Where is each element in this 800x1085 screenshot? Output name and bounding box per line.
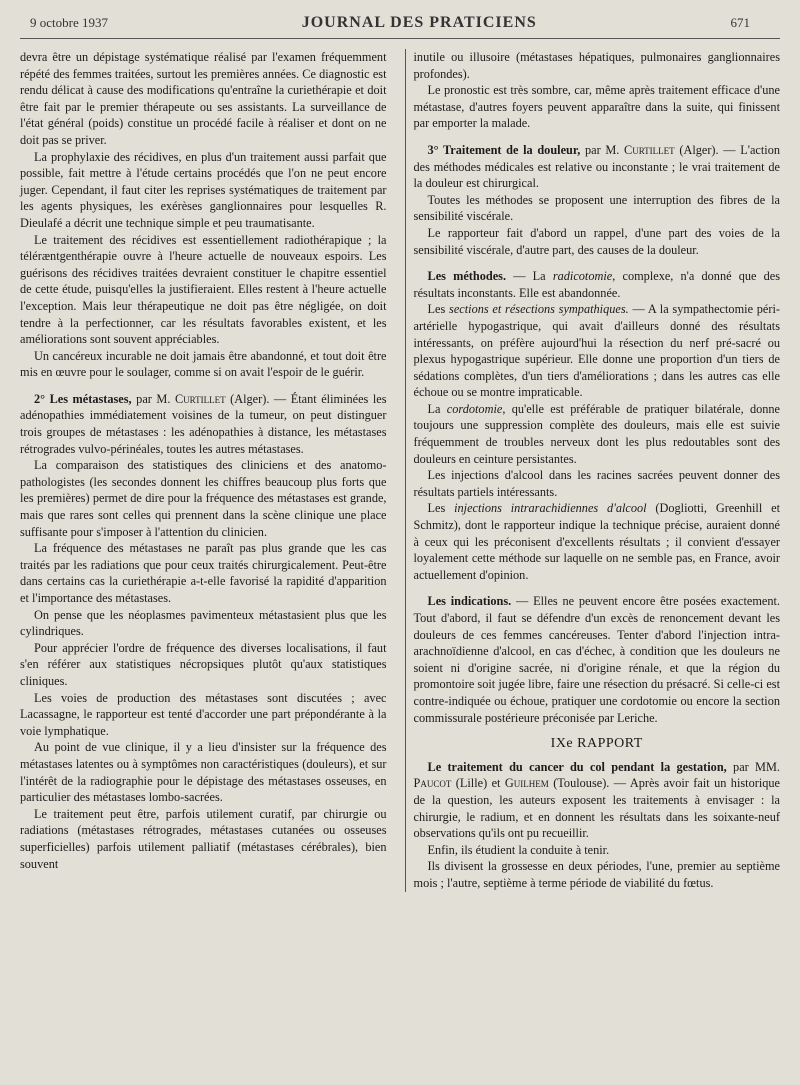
article-columns bbox=[20, 49, 780, 892]
text-fragment: La bbox=[427, 401, 441, 416]
italic-term: injections intrarachidiennes d'alcool bbox=[454, 501, 647, 516]
rapport-title: Le traitement du cancer du col pendant la gestation, bbox=[427, 759, 727, 774]
paragraph bbox=[414, 301, 781, 401]
text-fragment: Les bbox=[427, 501, 446, 516]
paragraph: Toutes les méthodes se proposent une interruption des fibres de la sensibilité viscérale. bbox=[413, 192, 780, 224]
paragraph: Le pronostic est très sombre, car, même après traitement efficace d'une métastase, d'autres foyers peuvent apparaître dans la suite, qui finissent par emporter la malade. bbox=[413, 83, 780, 131]
byline-prefix: par MM. bbox=[733, 759, 780, 774]
paragraph bbox=[414, 500, 781, 583]
subsection-methodes bbox=[414, 268, 781, 301]
paragraph: La comparaison des statistiques des cliniciens et des anatomo-pathologistes (les secondes donnent les chiffres beaucoup plus forts que les premières) permet de dire pour la fréquence des métastases est grande, mais que rares sont celles qui prennent dans la scène clinique une place suffisante pour s'imposer à l'attention du clinicien. bbox=[20, 458, 387, 539]
text-fragment: , qu'elle est préférable de pratiquer bilatérale, donne toujours une suppression complète des douleurs, mais elle est suivie fréquemment de troubles nerveux dont les plus redoutables sont des douleurs en ceinture persistantes. bbox=[413, 401, 781, 466]
paragraph: La fréquence des métastases ne paraît pas plus grande que les cas traités par les radiations que pour ceux traités chirurgicalement. Peut-être dans certains cas la curiethérapie a-t-elle favorisé la rapidité d'apparition et l'importance des métastases. bbox=[20, 541, 387, 605]
section-metastases bbox=[20, 391, 387, 457]
italic-term: radicotomie bbox=[552, 269, 613, 284]
paragraph: Ils divisent la grossesse en deux périodes, l'une, premier au septième mois ; l'autre, septième à terme période de viabilité du fœtus. bbox=[413, 859, 780, 890]
rapport-intro bbox=[414, 759, 781, 842]
subsection-title: Les indications. bbox=[427, 594, 512, 609]
text-fragment: , complexe, n'a donné que des résultats inconstants. Elle est abandonnée. bbox=[413, 269, 781, 300]
author-place: (Alger). — bbox=[679, 142, 736, 157]
author-place: (Toulouse). bbox=[553, 776, 610, 791]
author-name: Curtillet bbox=[624, 142, 675, 157]
paragraph: Un cancéreux incurable ne doit jamais être abandonné, et tout doit être mis en œuvre pour le soulager, comme si on avait l'espoir de le guérir. bbox=[20, 348, 387, 380]
paragraph: devra être un dépistage systématique réalisé par l'examen fréquemment répété des femmes traitées, surtout les premières années. Ce diagnostic est rendu délicat à cause des modifications qu'entraîne la curiethérapie et doit être fait par le premier thérapeute ou ses assistants. La surveillance de l'état général (poids) constitue un procédé facile à réaliser et dont on ne doit pas se priver. bbox=[20, 50, 387, 147]
journal-title: JOURNAL DES PRATICIENS bbox=[301, 14, 537, 31]
paragraph: Au point de vue clinique, il y a lieu d'insister sur la fréquence des métastases latentes ou à symptômes non caractéristiques (douleurs), et sur l'intérêt de la radiographie pour le dépistage des métastases osseuses, en particulier des métastases lombo-sacrées. bbox=[20, 740, 387, 805]
text-fragment: Les bbox=[427, 302, 446, 317]
author-place: (Alger). — bbox=[230, 391, 287, 406]
paragraph: Enfin, ils étudient la conduite à tenir. bbox=[427, 842, 610, 857]
author-place: (Lille) et bbox=[455, 776, 501, 791]
byline-prefix: par M. bbox=[584, 142, 620, 157]
section-title: 2° Les métastases, bbox=[34, 391, 132, 406]
italic-term: sections et résections sympathiques. bbox=[449, 302, 629, 317]
section-text: Étant éliminées les adénopathies immédiatement voisines de la tumeur, on peut distinguer trois groupes de métastases : les adénopathies à distance, les métastases rétrogrades vulvo-périnéales, toutes les autres métastases. bbox=[20, 391, 387, 456]
paragraph: On pense que les néoplasmes pavimenteux métastasient plus que les cylindriques. bbox=[20, 607, 387, 639]
paragraph: Pour apprécier l'ordre de fréquence des diverses localisations, il faut s'en référer aux statistiques nécropsiques plutôt qu'aux statistiques cliniques. bbox=[20, 640, 387, 688]
text-fragment: — A la sympathectomie péri-artérielle hypogastrique, qui avait d'ailleurs donné des résultats intéressants, on préfère aujourd'hui la résection du nerf pré-sacré ou plexus hypogastrique supérieur. Elle donne une proportion d'un tiers de sédations complètes, d'un tiers d'améliorations ; dans les autres cas elle échoue ou se montre impraticable. bbox=[413, 302, 780, 400]
author-name: Curtillet bbox=[174, 391, 226, 406]
author-name: Paucot bbox=[413, 776, 452, 791]
paragraph: La prophylaxie des récidives, en plus d'un traitement aussi parfait que possible, fait mettre à l'étude certains procédés que l'on ne peut encore juger. Cependant, il faut citer les reprises systématiques de traitement par les agents physiques, les exérèses ganglionnaires pour lesquelles R. Dieulafé a décrit une technique simple et peu traumatisante. bbox=[20, 149, 387, 230]
right-column bbox=[405, 49, 781, 892]
text-fragment: (Dogliotti, Greenhill et Schmitz), dont le rapporteur indique la technique précise, auraient donné à ceux qui les préconisent d'excellents résultats ; il convient d'essayer loyalement cette méthode sur laquelle on ne semble pas, en France, avoir actuellement d'opinion. bbox=[413, 501, 780, 582]
section-title: 3° Traitement de la douleur, bbox=[427, 142, 581, 157]
rapport-heading: IXe RAPPORT bbox=[550, 736, 643, 752]
text-fragment: — Après avoir fait un historique de la question, les auteurs exposent les traitements à envisager : la chirurgie, le radium, et en donnent les résultats dans les soixante-neuf observations qu'ils ont pu recueillir. bbox=[413, 776, 780, 841]
paragraph: Le traitement des récidives est essentiellement radiothérapique ; la téléræntgenthérapie ouvre à l'heure actuelle de nouveaux espoirs. Les guérisons des récidives traitées devraient constituer le chapitre essentiel de cette étude, puisqu'elles la justifieraient. Elles restent à l'heure actuelle l'exception. Mais leur thérapeutique ne doit pas être négligée, on doit tendre à la perfectionner, car les résultats favorables existent, et les améliorations sont souvent appréciables. bbox=[20, 232, 387, 347]
section-text: L'action des méthodes médicales est relative ou inconstante ; le vrai traitement de la douleur est chirurgical. bbox=[413, 142, 781, 191]
header-date: 9 octobre 1937 bbox=[30, 15, 108, 30]
text-fragment: — Elles ne peuvent encore être posées exactement. Tout d'abord, il faut se défendre d'un excès de renoncement devant les douleurs de ces femmes cancéreuses. Tenter d'abord l'injection intra-arachnoïdienne d'alcool, en cas d'échec, à condition que les douleurs ne soient ni d'origine sacrée, ni d'origine rénale, et que la région du promontoire soit jugée libre, faire une résection du présacré. Si celle-ci est contre-indiquée ou échoue, pratiquer une cordotomie ou encore la section commissurale postérieure préconisée par Leriche. bbox=[413, 594, 780, 725]
text-fragment: — La bbox=[513, 269, 546, 284]
page-number: 671 bbox=[730, 15, 750, 30]
paragraph: inutile ou illusoire (métastases hépatiques, pulmonaires ganglionnaires profondes). bbox=[413, 50, 780, 81]
section-douleur bbox=[414, 142, 781, 192]
subsection-title: Les méthodes. bbox=[427, 269, 507, 284]
page-header bbox=[20, 14, 780, 39]
paragraph: Les injections d'alcool dans les racines sacrées peuvent donner des résultats partiels intéressants. bbox=[413, 468, 780, 499]
byline-prefix: par M. bbox=[136, 391, 171, 406]
left-column bbox=[20, 49, 391, 892]
subsection-indications bbox=[414, 593, 781, 726]
author-name: Guilhem bbox=[504, 776, 549, 791]
paragraph: Le rapporteur fait d'abord un rappel, d'une part des voies de la sensibilité viscérale, d'autre part, des causes de la douleur. bbox=[413, 225, 780, 257]
paragraph bbox=[414, 401, 781, 467]
paragraph: Les voies de production des métastases sont discutées ; avec Lacassagne, le rapporteur est tenté d'accorder une part prépondérante à la voie lymphatique. bbox=[20, 690, 387, 738]
italic-term: cordotomie bbox=[446, 401, 503, 416]
paragraph: Le traitement peut être, parfois utilement curatif, par chirurgie ou radiations (métastases rétrogrades, métastases cutanées ou osseuses superficielles) parfois utilement palliatif (métastases cérébrales), bien souvent bbox=[20, 806, 387, 871]
